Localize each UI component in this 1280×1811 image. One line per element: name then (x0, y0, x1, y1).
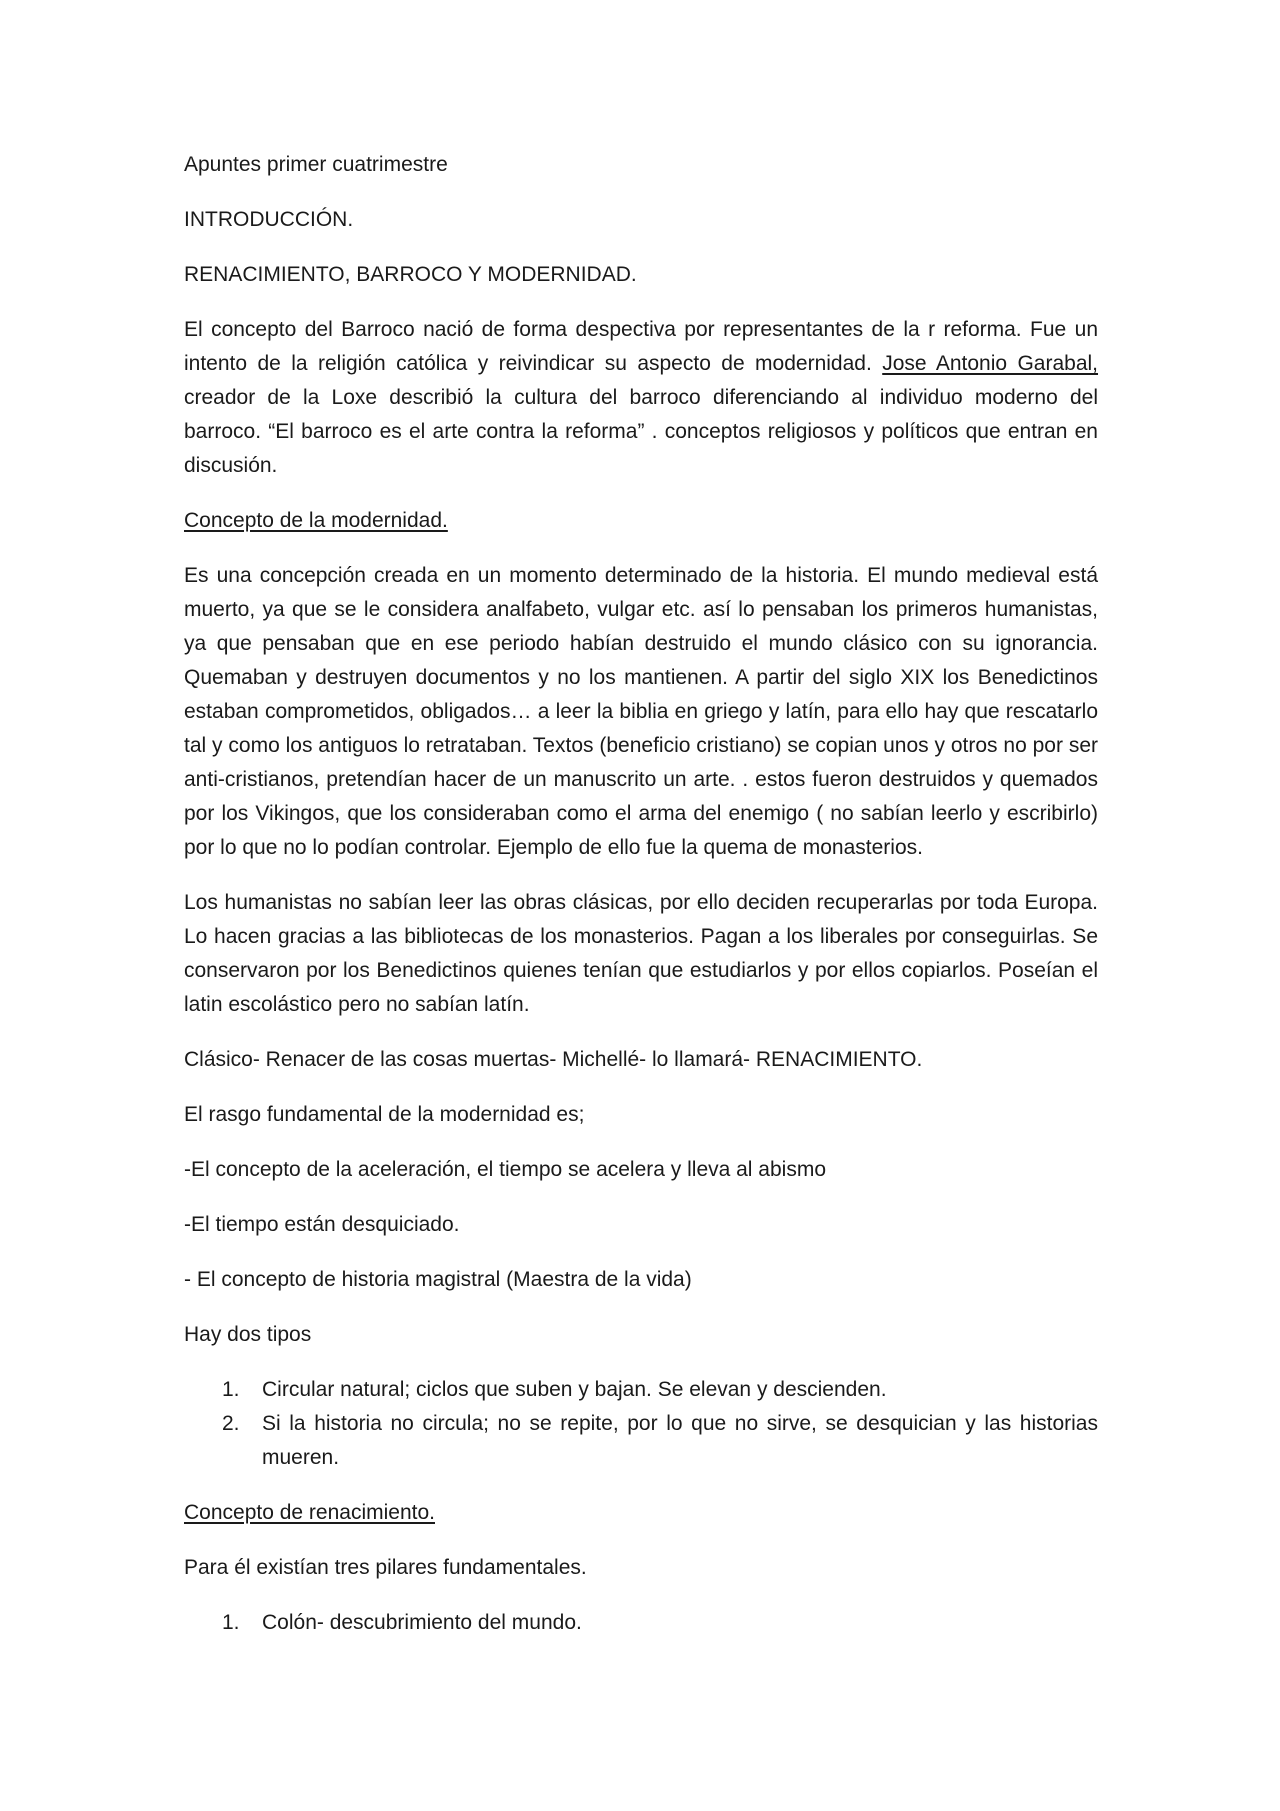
heading-renacimiento-barroco: RENACIMIENTO, BARROCO Y MODERNIDAD. (184, 263, 637, 286)
paragraph-barroco (184, 313, 1098, 483)
list-tipos (184, 1373, 1098, 1475)
line-tiempo: -El tiempo están desquiciado. (184, 1213, 460, 1236)
paragraph-barroco-text: El concepto del Barroco nació de forma despectiva por representantes de la r reforma. Fue un intento de la religión católica y reivindicar su aspecto de modernidad. (184, 318, 1098, 375)
list-number: 1. (222, 1611, 240, 1634)
heading-introduccion: INTRODUCCIÓN. (184, 208, 354, 231)
list-item (184, 1407, 1098, 1475)
author-reference: Jose Antonio Garabal, (882, 352, 1099, 375)
list-item (184, 1606, 1098, 1640)
list-number: 2. (222, 1412, 240, 1435)
paragraph-barroco-text-end: creador de la Loxe describió la cultura del barroco diferenciando al individuo moderno del barroco. “El barroco es el arte contra la reforma” . conceptos religiosos y políticos que entran en discusión. (184, 386, 1098, 477)
line-dos-tipos: Hay dos tipos (184, 1323, 312, 1346)
line-rasgo: El rasgo fundamental de la modernidad es; (184, 1103, 585, 1126)
line-aceleracion: -El concepto de la aceleración, el tiempo se acelera y lleva al abismo (184, 1158, 827, 1181)
line-pilares: Para él existían tres pilares fundamentales. (184, 1556, 587, 1579)
subheading-renacimiento: Concepto de renacimiento. (184, 1501, 435, 1524)
subheading-modernidad: Concepto de la modernidad. (184, 509, 448, 532)
line-historia-magistral: - El concepto de historia magistral (Maestra de la vida) (184, 1268, 692, 1291)
list-item-text: Si la historia no circula; no se repite, por lo que no sirve, se desquician y las historias mueren. (262, 1412, 1098, 1469)
line-clasico: Clásico- Renacer de las cosas muertas- Michellé- lo llamará- RENACIMIENTO. (184, 1048, 923, 1071)
list-item (184, 1373, 1098, 1407)
list-item-text: Circular natural; ciclos que suben y bajan. Se elevan y descienden. (262, 1378, 887, 1401)
paragraph-humanistas: Los humanistas no sabían leer las obras clásicas, por ello deciden recuperarlas por toda Europa. Lo hacen gracias a las bibliotecas de los monasterios. Pagan a los liberales por conseguirlas. Se conservaron por los Benedictinos quienes tenían que estudiarlos y por ellos copiarlos. Poseían el latin escolástico pero no sabían latín. (184, 891, 1098, 1016)
paragraph-modernidad: Es una concepción creada en un momento determinado de la historia. El mundo medieval está muerto, ya que se le considera analfabeto, vulgar etc. así lo pensaban los primeros humanistas, ya que pensaban que en ese periodo habían destruido el mundo clásico con su ignorancia. Quemaban y destruyen documentos y no los mantienen. A partir del siglo XIX los Benedictinos estaban comprometidos, obligados… a leer la biblia en griego y latín, para ello hay que rescatarlo tal y como los antiguos lo retrataban. Textos (beneficio cristiano) se copian unos y otros no por ser anti-cristianos, pretendían hacer de un manuscrito un arte. . estos fueron destruidos y quemados por los Vikingos, que los consideraban como el arma del enemigo ( no sabían leerlo y escribirlo) por lo que no lo podían controlar. Ejemplo de ello fue la quema de monasterios. (184, 564, 1098, 859)
list-item-text: Colón- descubrimiento del mundo. (262, 1611, 582, 1634)
list-pilares (184, 1606, 1098, 1640)
list-number: 1. (222, 1378, 240, 1401)
document-title: Apuntes primer cuatrimestre (184, 153, 448, 176)
document-page (184, 148, 1098, 1661)
